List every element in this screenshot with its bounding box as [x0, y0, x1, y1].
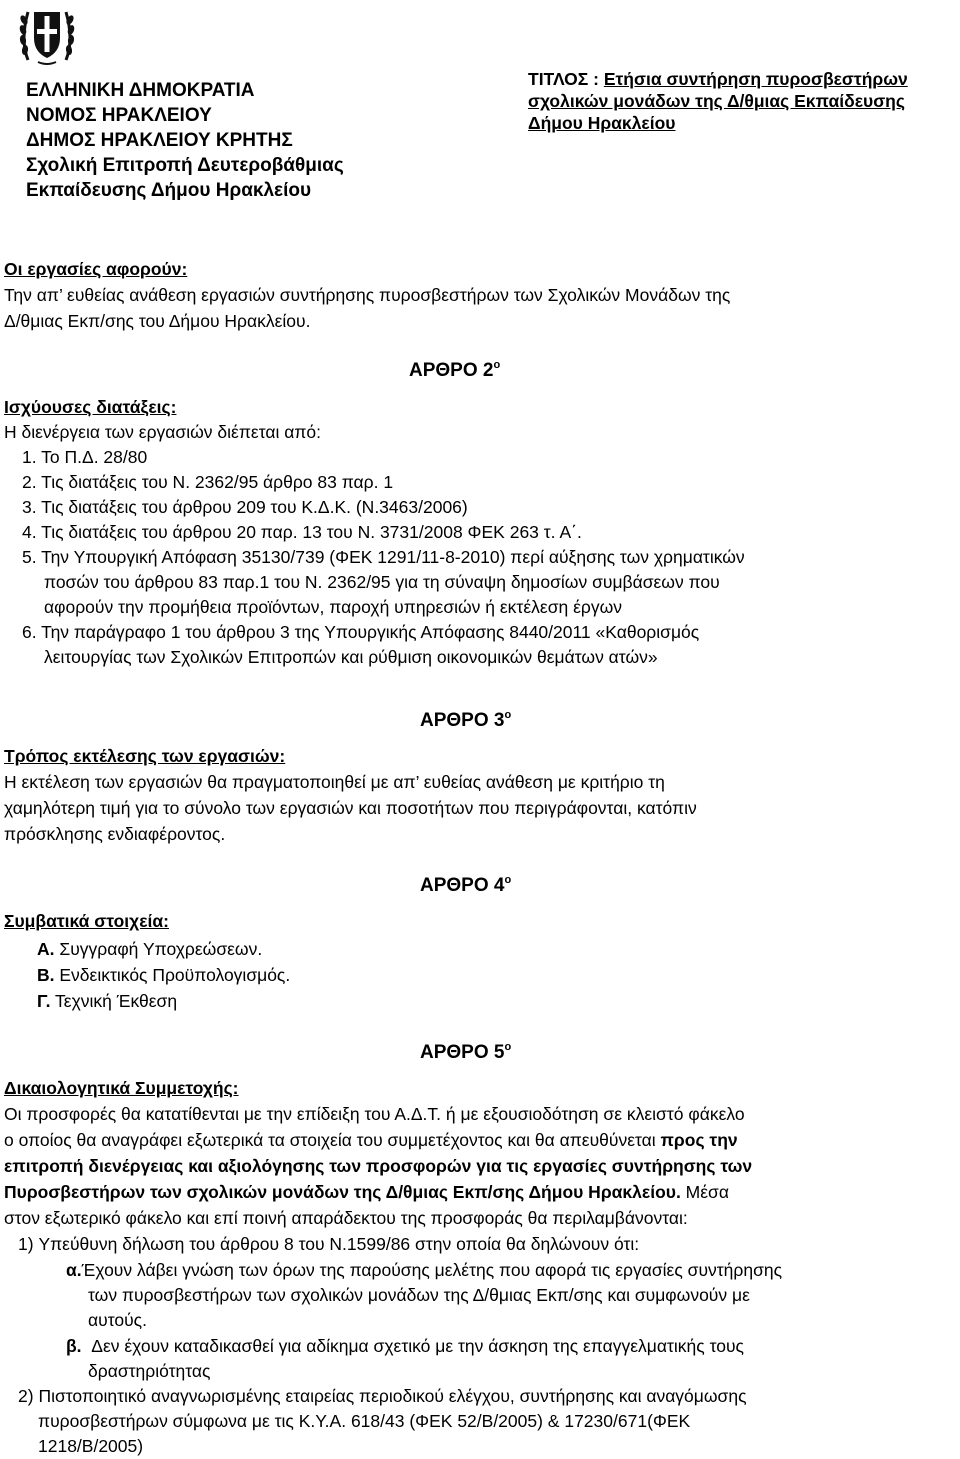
title-line: Ετήσια συντήρηση πυροσβεστήρων: [603, 69, 908, 89]
title-line: Δήμου Ηρακλείου: [528, 113, 676, 133]
issuer-line: Σχολική Επιτροπή Δευτεροβάθμιας: [26, 155, 344, 176]
article-2-heading: Ισχύουσες διατάξεις:: [4, 397, 177, 417]
provision-item-continuation: ποσών του άρθρου 83 παρ.1 του Ν. 2362/95 για τη σύναψη δημοσίων συμβάσεων που: [44, 572, 720, 592]
issuer-line: Εκπαίδευσης Δήμου Ηρακλείου: [26, 180, 312, 201]
provision-item: 4. Τις διατάξεις του άρθρου 20 παρ. 13 του Ν. 3731/2008 ΦΕΚ 263 τ. Α΄.: [22, 522, 582, 542]
contract-element-item: Β. Ενδεικτικός Προϋπολογισμός.: [37, 965, 291, 985]
article-3-text-line: Η εκτέλεση των εργασιών θα πραγματοποιηθεί με απ’ ευθείας ανάθεση με κριτήριο τη: [4, 772, 665, 792]
article-3-text-line: χαμηλότερη τιμή για το σύνολο των εργασιών και ποσοτήτων που περιγράφονται, κατόπιν: [4, 798, 697, 818]
required-document-item-continuation: πυροσβεστήρων σύμφωνα με τις Κ.Υ.Α. 618/43 (ΦΕΚ 52/Β/2005) & 17230/671(ΦΕΚ: [38, 1411, 691, 1431]
provision-item: 6. Την παράγραφο 1 του άρθρου 3 της Υπουργικής Απόφασης 8440/2011 «Καθορισμός: [22, 622, 700, 642]
article-2-title: ΑΡΘΡΟ $2^o$: [409, 359, 501, 381]
article-3-heading: Τρόπος εκτέλεσης των εργασιών:: [4, 746, 286, 766]
article-3-title: ΑΡΘΡΟ $3^o$: [420, 709, 512, 731]
article-5-text-line: ο οποίος θα αναγράφει εξωτερικά τα στοιχεία του συμμετέχοντος και θα απευθύνεται προς την: [4, 1130, 738, 1150]
declaration-sub-item: α.Έχουν λάβει γνώση των όρων της παρούσης μελέτης που αφορά τις εργασίες συντήρησης: [66, 1260, 783, 1280]
works-heading: Οι εργασίες αφορούν:: [4, 259, 188, 279]
issuer-line: ΔΗΜΟΣ ΗΡΑΚΛΕΙΟΥ ΚΡΗΤΗΣ: [26, 130, 293, 151]
contract-element-item: Γ. Τεχνική Έκθεση: [37, 991, 178, 1011]
article-4-heading: Συμβατικά στοιχεία:: [4, 911, 169, 931]
required-document-item-continuation: 1218/Β/2005): [38, 1436, 144, 1456]
declaration-sub-item-continuation: δραστηριότητας: [88, 1361, 211, 1381]
article-2-intro: Η διενέργεια των εργασιών διέπεται από:: [4, 422, 322, 442]
required-document-item: 1) Υπεύθυνη δήλωση του άρθρου 8 του Ν.1599/86 στην οποία θα δηλώνουν ότι:: [18, 1234, 640, 1254]
issuer-block: [26, 78, 426, 203]
document-title-block: [528, 68, 958, 134]
works-text-line: Δ/θμιας Εκπ/σης του Δήμου Ηρακλείου.: [4, 311, 311, 331]
declaration-sub-item-continuation: των πυροσβεστήρων των σχολικών μονάδων της Δ/θμιας Εκπ/σης και συμφωνούν με: [88, 1285, 750, 1305]
declaration-sub-item-continuation: αυτούς.: [88, 1310, 147, 1330]
article-5-text-line: Οι προσφορές θα κατατίθενται με την επίδειξη του Α.Δ.Τ. ή με εξουσιοδότηση σε κλειστό φάκελο: [4, 1104, 745, 1124]
issuer-line: ΕΛΛΗΝΙΚΗ ΔΗΜΟΚΡΑΤΙΑ: [26, 80, 255, 101]
contract-element-item: Α. Συγγραφή Υποχρεώσεων.: [37, 939, 263, 959]
article-5-title: ΑΡΘΡΟ $5^o$: [420, 1041, 512, 1063]
article-5-text-line: Πυροσβεστήρων των σχολικών μονάδων της Δ/θμιας Εκπ/σης Δήμου Ηρακλείου. Μέσα: [4, 1182, 729, 1202]
required-document-item: 2) Πιστοποιητικό αναγνωρισμένης εταιρείας περιοδικού ελέγχου, συντήρησης και αναγόμωσης: [18, 1386, 747, 1406]
title-label: ΤΙΤΛΟΣ :: [528, 69, 604, 89]
provision-item: 5. Την Υπουργική Απόφαση 35130/739 (ΦΕΚ 1291/11-8-2010) περί αύξησης των χρηματικών: [22, 547, 745, 567]
provision-item: 3. Τις διατάξεις του άρθρου 209 του Κ.Δ.Κ. (Ν.3463/2006): [22, 497, 468, 517]
article-4-title: ΑΡΘΡΟ $4^o$: [420, 874, 512, 896]
article-5-text-line: επιτροπή διενέργειας και αξιολόγησης των προσφορών για τις εργασίες συντήρησης των: [4, 1156, 753, 1176]
issuer-line: ΝΟΜΟΣ ΗΡΑΚΛΕΙΟΥ: [26, 105, 212, 126]
greek-coat-of-arms-emblem: [18, 2, 76, 66]
article-3-text-line: πρόσκλησης ενδιαφέροντος.: [4, 824, 226, 844]
provision-item: 2. Τις διατάξεις του Ν. 2362/95 άρθρο 83 παρ. 1: [22, 472, 394, 492]
provision-item: 1. Το Π.Δ. 28/80: [22, 447, 148, 467]
article-5-text-line: στον εξωτερικό φάκελο και επί ποινή απαράδεκτου της προσφοράς θα περιλαμβάνονται:: [4, 1208, 688, 1228]
works-text-line: Την απ’ ευθείας ανάθεση εργασιών συντήρησης πυροσβεστήρων των Σχολικών Μονάδων της: [4, 285, 731, 305]
title-line: σχολικών μονάδων της Δ/θμιας Εκπαίδευσης: [528, 91, 905, 111]
provision-item-continuation: λειτουργίας των Σχολικών Επιτροπών και ρύθμιση οικονομικών θεμάτων ατών»: [44, 647, 658, 667]
provision-item-continuation: αφορούν την προμήθεια προϊόντων, παροχή υπηρεσιών ή εκτέλεση έργων: [44, 597, 623, 617]
article-5-heading: Δικαιολογητικά Συμμετοχής:: [4, 1078, 239, 1098]
declaration-sub-item: β. Δεν έχουν καταδικασθεί για αδίκημα σχετικό με την άσκηση της επαγγελματικής τους: [66, 1336, 744, 1356]
